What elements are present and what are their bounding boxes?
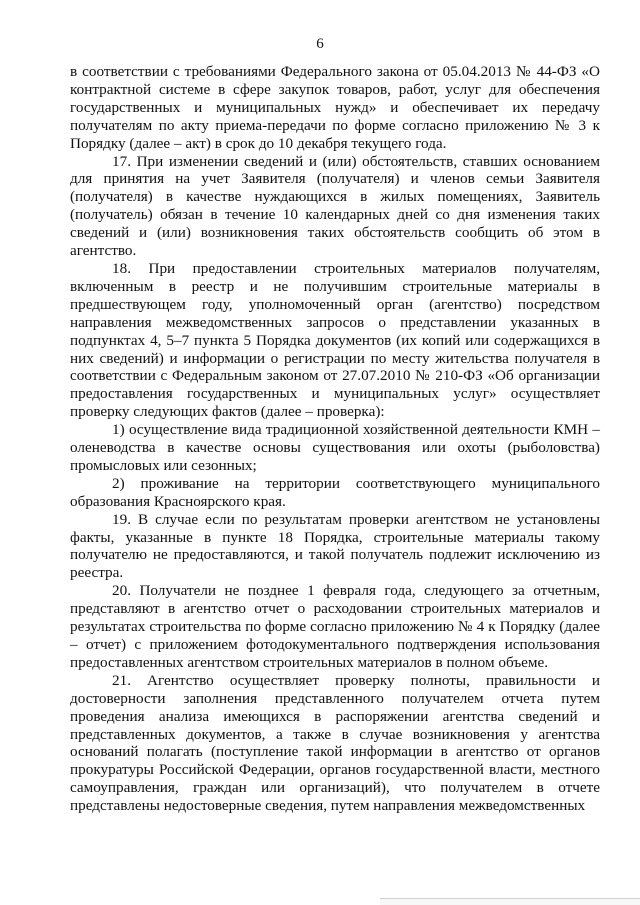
document-body [70, 63, 600, 815]
paragraph-18-2: 2) проживание на территории соответствующего муниципального образования Красноярского края. [70, 474, 600, 510]
scan-edge-artifact [380, 898, 640, 905]
paragraph-18: 18. При предоставлении строительных материалов получателям, включенным в реестр и не получившим строительные материалы в предшествующем году, уполномоченный орган (агентство) посредством направления межведомственных запросов о представлении указанных в подпунктах 4, 5–7 пункта 5 Порядка документов (их копий или содержащихся в них сведений) и информации о регистрации по месту жительства получателя в соответствии с Федеральным законом от 27.07.2010 № 210-ФЗ «Об организации предоставления государственных и муниципальных услуг» осуществляет проверку следующих фактов (далее – проверка): [70, 259, 600, 421]
paragraph-19: 19. В случае если по результатам проверки агентством не установлены факты, указанные в пункте 18 Порядка, строительные материалы такому получателю не предоставляются, и такой получатель подлежит исключению из реестра. [70, 510, 600, 582]
paragraph-cont: в соответствии с требованиями Федерального закона от 05.04.2013 № 44-ФЗ «О контрактной системе в сфере закупок товаров, работ, услуг для обеспечения государственных и муниципальных нужд» и обеспечивает их передачу получателям по акту приема-передачи по форме согласно приложению № 3 к Порядку (далее – акт) в срок до 10 декабря текущего года. [70, 63, 600, 152]
paragraph-17: 17. При изменении сведений и (или) обстоятельств, ставших основанием для принятия на учет Заявителя (получателя) и членов семьи Заявителя (получателя) в качестве нуждающихся в жилых помещениях, Заявитель (получатель) обязан в течение 10 календарных дней со дня изменения таких сведений и (или) возникновения таких обстоятельств сообщить об этом в агентство. [70, 152, 600, 260]
page-number: 6 [316, 36, 324, 52]
paragraph-20: 20. Получатели не позднее 1 февраля года, следующего за отчетным, представляют в агентство отчет о расходовании строительных материалов и результатах строительства по форме согласно приложению № 4 к Порядку (далее – отчет) с приложением фотодокументального подтверждения использования предоставленных агентством строительных материалов в полном объеме. [70, 582, 600, 671]
paragraph-21: 21. Агентство осуществляет проверку полноты, правильности и достоверности заполнения представленного получателем отчета путем проведения анализа имеющихся в распоряжении агентства сведений и представленных документов, а также в случае возникновения у агентства оснований полагать (поступление такой информации в агентство от органов прокуратуры Российской Федерации, органов государственной власти, местного самоуправления, граждан или организаций), что получателем в отчете представлены недостоверные сведения, путем направления межведомственных [70, 671, 600, 815]
paragraph-18-1: 1) осуществление вида традиционной хозяйственной деятельности КМН – оленеводства в качестве основы существования или охоты (рыболовства) промысловых или сезонных; [70, 421, 600, 474]
